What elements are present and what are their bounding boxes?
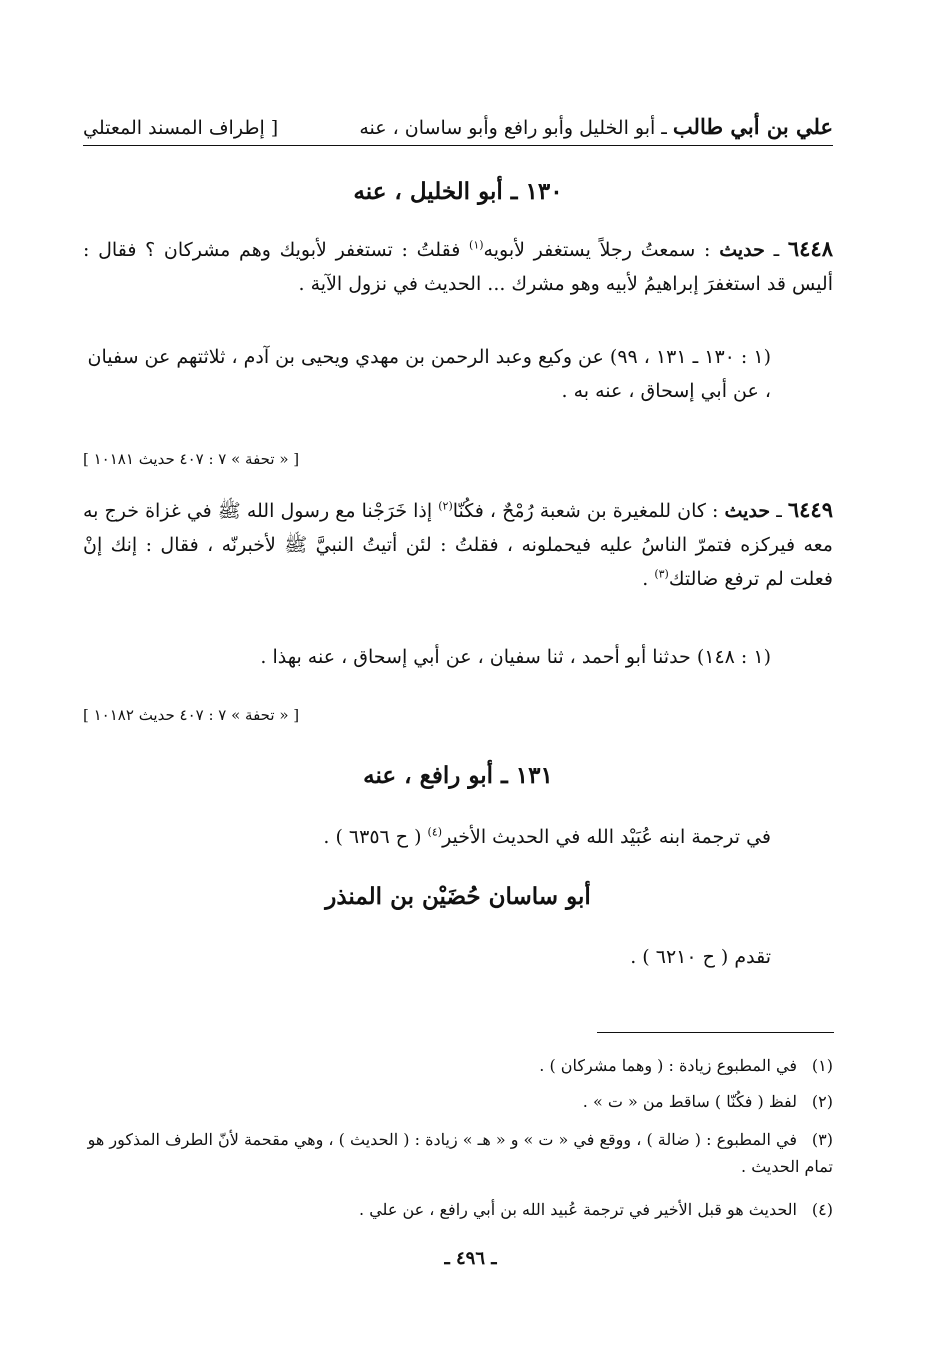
footnote-3 (83, 1126, 833, 1180)
footnote-number: (٤) (811, 1200, 833, 1219)
tuhfa-ref-6448 (83, 450, 833, 468)
footnote-text: في المطبوع زيادة : ( وهما مشركان ) . (539, 1056, 797, 1075)
footnote-1 (83, 1052, 833, 1079)
hadith-text-cont: إذا خَرَجْنا مع رسول الله ﷺ في غزاة خرج به معه فيركزه فتمرّ الناسُ عليه فيحملونه ، فقلتُ : لئن أتيتُ النبيَّ ﷺ لأخبرنّه ، فقال : إنك إنْ فعلت لم ترفع ضالتك (83, 500, 833, 590)
section-heading-130: ١٣٠ ـ أبو الخليل ، عنه (353, 178, 563, 205)
abu-rafi-text (83, 820, 771, 854)
header-book-title: [ إطراف المسند المعتلي (83, 117, 279, 139)
hadith-number: ٦٤٤٨ (787, 236, 833, 261)
abu-sasan-cross-ref: تقدم ( ح ٦٢١٠ ) . (630, 946, 771, 968)
footnote-text: الحديث هو قبل الأخير في ترجمة عُبيد الله بن أبي رافع ، عن علي . (359, 1200, 797, 1219)
hadith-label: حديث (724, 500, 771, 522)
page-number: ـ ٤٩٦ ـ (444, 1248, 497, 1269)
footnote-4 (83, 1196, 833, 1223)
hadith-number: ٦٤٤٩ (787, 497, 833, 522)
header-title: علي بن أبي طالب (672, 114, 833, 139)
footnote-text: في المطبوع : ( ضالة ) ، ووقع في « ت » و « هـ » زيادة : ( الحديث ) ، وهي مقحمة لأنّ الطرف المذكور هو تمام الحديث . (87, 1130, 833, 1176)
header-title-block (359, 114, 833, 139)
section-heading-abu-sasan: أبو ساسان حُضَيْن بن المنذر (325, 883, 591, 910)
tuhfa-text: [ « تحفة » ٧ : ٤٠٧ حديث ١٠١٨١ ] (83, 450, 300, 468)
page-header (83, 98, 833, 146)
hadith-text: : سمعتُ رجلاً يستغفر لأبويه (483, 239, 720, 261)
footnote-text: لفظ ( فكُنّا ) ساقط من « ت » . (582, 1092, 797, 1111)
dash: ـ (770, 500, 788, 522)
footnote-number: (٢) (811, 1092, 833, 1111)
dash: ـ (764, 239, 788, 261)
tuhfa-ref-6449 (83, 706, 833, 724)
tuhfa-text: [ « تحفة » ٧ : ٤٠٧ حديث ١٠١٨٢ ] (83, 706, 300, 724)
footnote-2 (83, 1088, 833, 1115)
hadith-6448-source: (١ : ١٣٠ ـ ١٣١ ، ٩٩) عن وكيع وعبد الرحمن بن مهدي ويحيى بن آدم ، ثلاثتهم عن سفيان ، عن أبي إسحاق ، عنه به . (87, 346, 771, 402)
footnote-number: (٣) (811, 1130, 833, 1149)
section-heading-131: ١٣١ ـ أبو رافع ، عنه (363, 762, 553, 789)
footnote-ref-4[interactable]: (٤) (427, 825, 443, 839)
hadith-6449-source: (١ : ١٤٨) حدثنا أبو أحمد ، ثنا سفيان ، عن أبي إسحاق ، عنه بهذا . (260, 646, 771, 668)
footnote-divider (597, 1032, 834, 1033)
footnote-ref-3[interactable]: (٣) (654, 567, 669, 581)
hadith-text-cont: فقلتُ : تستغفر لأبويك وهم مشركان ؟ فقال : أليس قد استغفرَ إبراهيمُ لأبيه وهو مشرك ... الحديث في نزول الآية . (83, 239, 833, 295)
hadith-text-end: . (642, 568, 655, 590)
hadith-label: حديث (719, 239, 765, 261)
hadith-6449 (83, 493, 833, 596)
footnote-ref-1[interactable]: (١) (469, 238, 484, 252)
hadith-text: : كان للمغيرة بن شعبة رُمْحٌ ، فكُنّا (452, 500, 725, 522)
abu-rafi-text-main: في ترجمة ابنه عُبَيْد الله في الحديث الأخير (442, 826, 771, 848)
footnote-number: (١) (811, 1056, 833, 1075)
hadith-6448 (83, 232, 833, 301)
footnote-ref-2[interactable]: (٢) (438, 499, 453, 513)
header-subtitle: ـ أبو الخليل وأبو رافع وأبو ساسان ، عنه (359, 117, 673, 139)
abu-rafi-cross-ref: ( ح ٦٣٥٦ ) . (323, 826, 428, 848)
